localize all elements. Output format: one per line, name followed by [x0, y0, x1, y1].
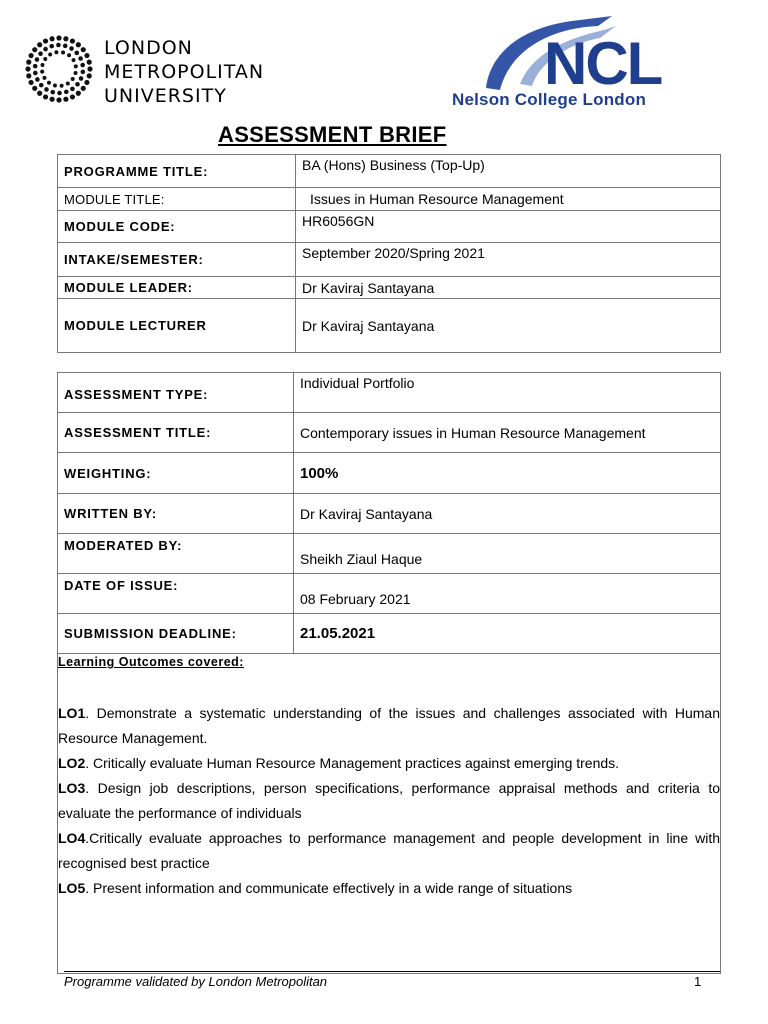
lo-text: .Critically evaluate approaches to performance management and people development in line with recognised best practice: [58, 830, 720, 871]
module-info-table: [57, 154, 721, 353]
table-row: [58, 534, 721, 574]
table-row: [58, 614, 721, 654]
lmu-dot-ring-icon: [24, 34, 94, 104]
row-label: MODULE LEADER:: [58, 277, 296, 299]
learning-outcomes-heading: Learning Outcomes covered:: [58, 655, 244, 669]
lmu-line-3: UNIVERSITY: [104, 85, 227, 107]
lmu-logo: [24, 34, 314, 106]
learning-outcomes-list: [58, 701, 720, 901]
footer-text: Programme validated by London Metropolitan: [64, 974, 328, 989]
ncl-logo: [450, 14, 710, 114]
row-value: September 2020/Spring 2021: [296, 243, 721, 277]
lo-text: . Design job descriptions, person specifications, performance appraisal methods and criteria to evaluate the performance of individuals: [58, 780, 720, 821]
table-row: [58, 453, 721, 494]
lo-text: . Critically evaluate Human Resource Management practices against emerging trends.: [85, 755, 620, 771]
lo-text: . Demonstrate a systematic understanding of the issues and challenges associated with Human Resource Management.: [58, 705, 720, 746]
lo-code: LO2: [58, 755, 86, 771]
row-value: Individual Portfolio: [294, 373, 721, 413]
table-row: [58, 277, 721, 299]
row-label: WRITTEN BY:: [58, 494, 294, 534]
table-row: [58, 574, 721, 614]
row-label: MODERATED BY:: [58, 534, 294, 574]
row-value: Sheikh Ziaul Haque: [294, 534, 721, 574]
list-item: [58, 751, 720, 776]
list-item: [58, 701, 720, 751]
row-value: Issues in Human Resource Management: [296, 188, 721, 211]
lmu-wordmark: [104, 36, 264, 108]
page-title: ASSESSMENT BRIEF: [218, 122, 447, 147]
lmu-line-1: LONDON: [104, 37, 193, 59]
assessment-info-table: [57, 372, 721, 654]
ncl-mark: NCL: [544, 30, 662, 97]
ncl-college-name: Nelson College London: [452, 90, 647, 109]
lo-code: LO1: [58, 705, 86, 721]
row-label: DATE OF ISSUE:: [58, 574, 294, 614]
footer-divider: [64, 971, 720, 972]
list-item: [58, 776, 720, 826]
row-label: ASSESSMENT TYPE:: [58, 373, 294, 413]
table-row: [58, 299, 721, 353]
row-value: HR6056GN: [296, 211, 721, 243]
learning-outcomes-box: [57, 653, 721, 974]
row-value: Dr Kaviraj Santayana: [296, 299, 721, 353]
table-row: [58, 373, 721, 413]
row-label: MODULE CODE:: [58, 211, 296, 243]
table-row: [58, 211, 721, 243]
table-row: [58, 494, 721, 534]
table-row: [58, 155, 721, 188]
row-value: Contemporary issues in Human Resource Management: [294, 413, 721, 453]
row-label: ASSESSMENT TITLE:: [58, 413, 294, 453]
table-row: [58, 243, 721, 277]
table-row: [58, 188, 721, 211]
row-value: BA (Hons) Business (Top-Up): [296, 155, 721, 188]
row-value: Dr Kaviraj Santayana: [294, 494, 721, 534]
list-item: [58, 826, 720, 876]
row-label: WEIGHTING:: [58, 453, 294, 494]
lo-text: . Present information and communicate effectively in a wide range of situations: [85, 880, 573, 896]
row-label: SUBMISSION DEADLINE:: [58, 614, 294, 654]
row-label: INTAKE/SEMESTER:: [58, 243, 296, 277]
lo-code: LO5: [58, 880, 86, 896]
row-value: 08 February 2021: [294, 574, 721, 614]
table-row: [58, 413, 721, 453]
row-label: MODULE LECTURER: [58, 299, 296, 353]
row-value: Dr Kaviraj Santayana: [296, 277, 721, 299]
row-value: 100%: [294, 453, 721, 494]
lo-code: LO4: [58, 830, 86, 846]
row-value: 21.05.2021: [294, 614, 721, 654]
row-label: MODULE TITLE:: [58, 188, 296, 211]
page-number: 1: [694, 974, 702, 989]
row-label: PROGRAMME TITLE:: [58, 155, 296, 188]
list-item: [58, 876, 720, 901]
lmu-line-2: METROPOLITAN: [104, 61, 265, 83]
lo-code: LO3: [58, 780, 86, 796]
